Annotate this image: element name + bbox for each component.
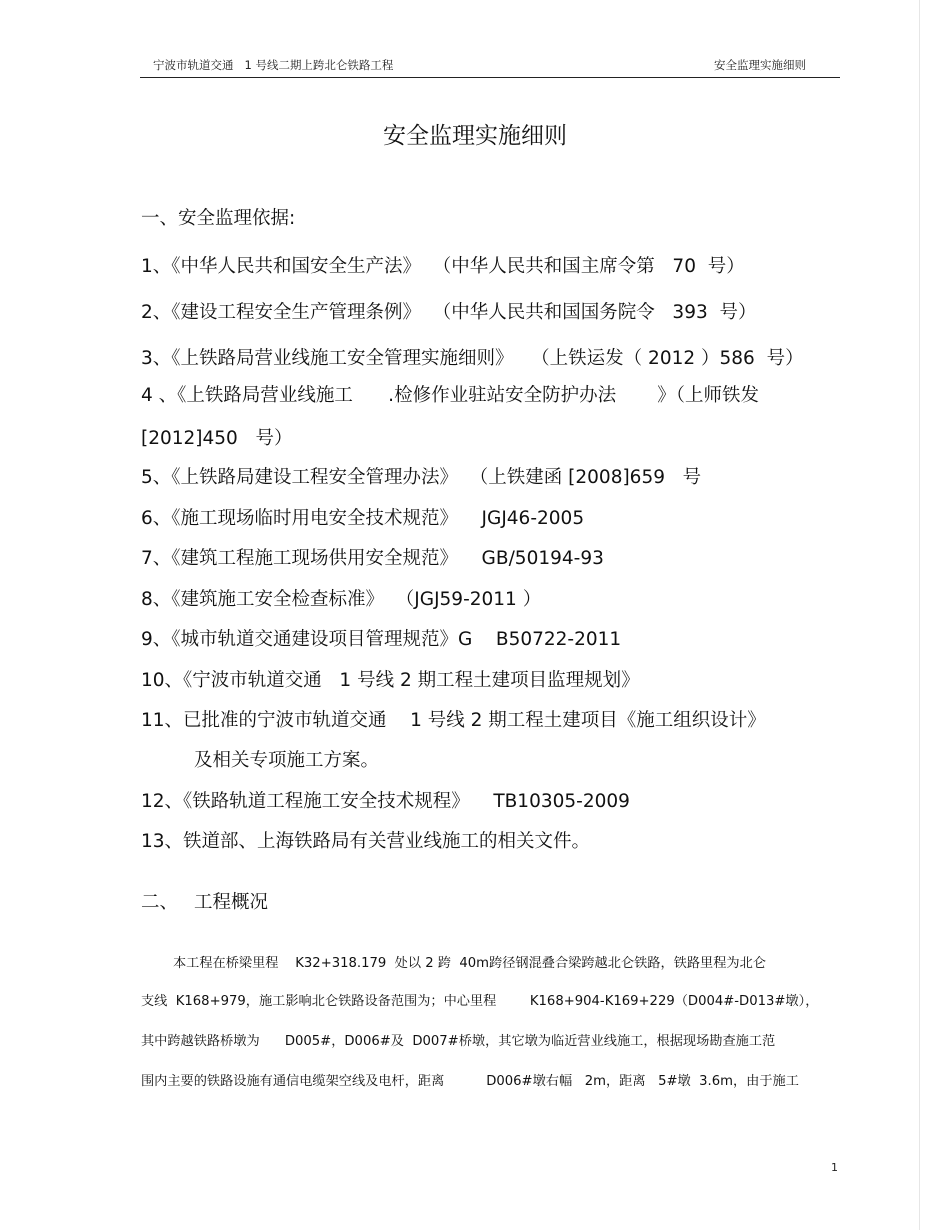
page-title: 安全监理实施细则 — [383, 123, 567, 149]
basis-item-3: 3、《上铁路局营业线施工安全管理实施细则》 （上铁运发（ 2012 ）586 号） — [141, 348, 804, 369]
header-project-name: 宁波市轨道交通 1 号线二期上跨北仑铁路工程 — [153, 58, 394, 72]
basis-item-4: 4 、《上铁路局营业线施工 .检修作业驻站安全防护办法 》（上师铁发 — [141, 385, 759, 406]
header-document-name: 安全监理实施细则 — [714, 58, 806, 72]
overview-line-4: 围内主要的铁路设施有通信电缆架空线及电杆，距离 D006#墩右幅 2m，距离 5#墩 3.6m，由于施工 — [141, 1074, 799, 1089]
basis-item-7: 7、《建筑工程施工现场供用安全规范》 GB/50194-93 — [141, 548, 604, 569]
page-number: 1 — [831, 1161, 838, 1174]
basis-item-2: 2、《建设工程安全生产管理条例》 （中华人民共和国国务院令 393 号） — [141, 302, 757, 323]
basis-item-12: 12、《铁路轨道工程施工安全技术规程》 TB10305-2009 — [141, 791, 630, 812]
basis-item-4-continuation: [2012]450 号） — [141, 428, 293, 449]
section-2-heading: 工程概况 — [194, 892, 269, 913]
basis-item-6: 6、《施工现场临时用电安全技术规范》 JGJ46-2005 — [141, 508, 585, 529]
section-2-number: 二、 — [141, 892, 179, 913]
header-rule — [140, 77, 840, 78]
basis-item-11-continuation: 及相关专项施工方案。 — [194, 750, 380, 771]
page-edge — [919, 0, 920, 1230]
basis-item-8: 8、《建筑施工安全检查标准》 （JGJ59-2011 ） — [141, 589, 542, 610]
basis-item-10: 10、《宁波市轨道交通 1 号线 2 期工程土建项目监理规划》 — [141, 670, 640, 691]
basis-item-1: 1、《中华人民共和国安全生产法》 （中华人民共和国主席令第 70 号） — [141, 256, 745, 277]
basis-item-9: 9、《城市轨道交通建设项目管理规范》G B50722-2011 — [141, 629, 622, 650]
section-1-heading: 一、安全监理依据: — [141, 208, 296, 229]
basis-item-11: 11、已批准的宁波市轨道交通 1 号线 2 期工程土建项目《施工组织设计》 — [141, 710, 766, 731]
overview-line-1: 本工程在桥梁里程 K32+318.179 处以 2 跨 40m跨径钢混叠合梁跨越北仑铁路，铁路里程为北仑 — [173, 956, 766, 971]
basis-item-5: 5、《上铁路局建设工程安全管理办法》 （上铁建函 [2008]659 号 — [141, 467, 702, 488]
overview-line-3: 其中跨越铁路桥墩为 D005#，D006#及 D007#桥墩，其它墩为临近营业线施工，根据现场勘查施工范 — [141, 1034, 776, 1049]
basis-item-13: 13、铁道部、上海铁路局有关营业线施工的相关文件。 — [141, 831, 591, 852]
overview-line-2: 支线 K168+979，施工影响北仑铁路设备范围为；中心里程 K168+904-K169+229（D004#-D013#墩）， — [141, 994, 819, 1009]
